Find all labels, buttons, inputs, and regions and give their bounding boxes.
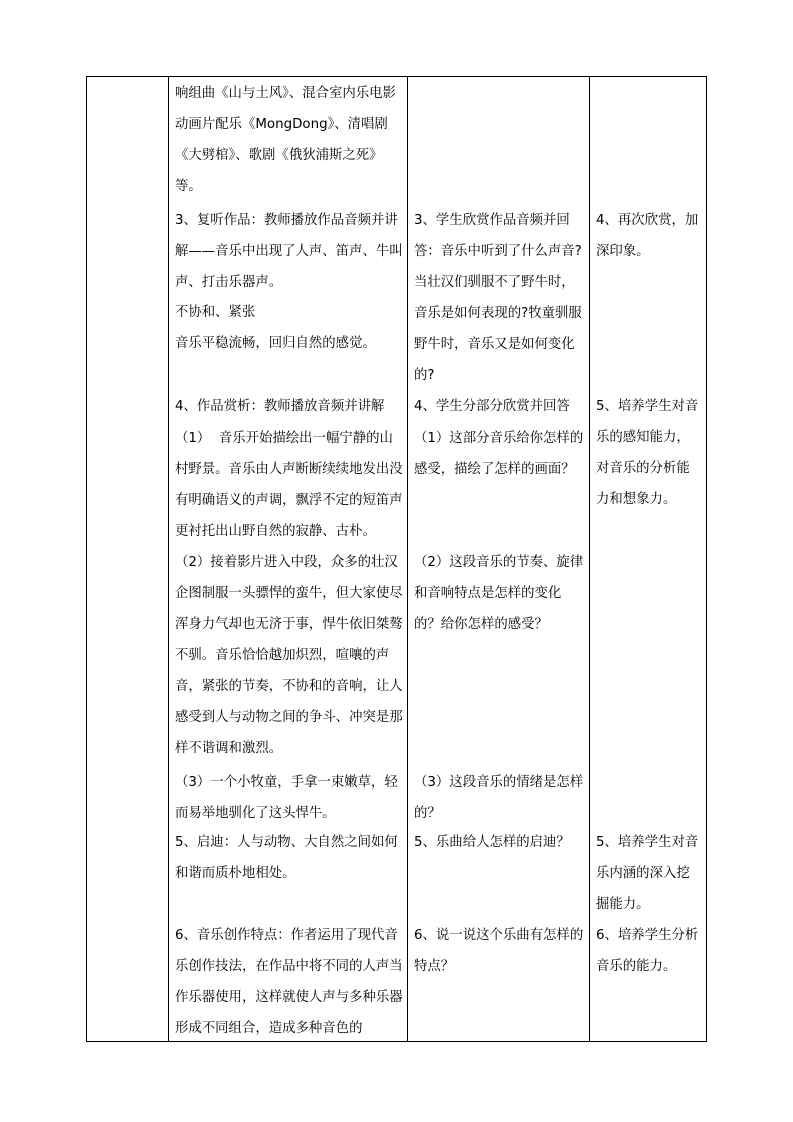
text-block: 5、培养学生对音乐的感知能力，对音乐的分析能力和想象力。: [596, 399, 699, 507]
text-block: 6、说一说这个乐曲有怎样的特点？: [414, 928, 584, 974]
text-block: （1） 音乐开始描绘出一幅宁静的山村野景。音乐由人声断断续续地发出没有明确语义的声调，飘浮不定的短笛声更衬托出山野自然的寂静、古朴。: [175, 431, 403, 539]
column-teacher-activity: [169, 77, 407, 1041]
text-block: （2）这段音乐的节奏、旋律和音响特点是怎样的变化的？给你怎样的感受？: [414, 555, 584, 632]
text-block: （2）接着影片进入中段，众多的壮汉企图制服一头骠悍的蛮牛，但大家使尽浑身力气却也无济于事，悍牛依旧桀骜不驯。音乐恰恰越加炽烈，喧嚷的声音，紧张的节奏，不协和的音响，让人感受到人与动物之间的争斗、冲突是那样不谐调和激烈。: [175, 555, 403, 756]
text-block: 音乐平稳流畅，回归自然的感觉。: [175, 336, 376, 351]
text-block: （1）这部分音乐给你怎样的感受，描绘了怎样的画面？: [414, 431, 584, 477]
text-block: 不协和、紧张: [175, 305, 256, 320]
text-block: 5、培养学生对音乐内涵的深入挖掘能力。: [596, 835, 699, 912]
column-design-intent: [590, 77, 706, 1041]
text-block: 响组曲《山与土风》、混合室内乐电影动画片配乐《MongDong》、清唱剧《大劈棺》、歌剧《俄狄浦斯之死》等。: [175, 86, 396, 194]
lesson-plan-table: [86, 76, 707, 1042]
text-block: （3）这段音乐的情绪是怎样的？: [414, 775, 584, 821]
text-block: 5、启迪：人与动物、大自然之间如何和谐而质朴地相处。: [175, 835, 398, 881]
column-left: [87, 77, 168, 1041]
text-block: 4、学生分部分欣赏并回答: [414, 399, 570, 414]
text-block: 6、音乐创作特点：作者运用了现代音乐创作技法，在作品中将不同的人声当作乐器使用，这样就使人声与多种乐器形成不同组合，造成多种音色的: [175, 928, 403, 1036]
text-block: 3、学生欣赏作品音频并回答：音乐中听到了什么声音?当壮汉们驯服不了野牛时，音乐是如何表现的?牧童驯服野牛时，音乐又是如何变化的?: [414, 213, 582, 383]
text-block: （3）一个小牧童，手拿一束嫩草，轻而易举地驯化了这头悍牛。: [175, 775, 398, 821]
text-block: 3、复听作品：教师播放作品音频并讲解——音乐中出现了人声、笛声、牛叫声、打击乐器声。: [175, 213, 403, 290]
column-student-activity: [408, 77, 589, 1041]
text-block: 4、作品赏析：教师播放音频并讲解: [175, 399, 385, 414]
text-block: 5、乐曲给人怎样的启迪？: [414, 835, 570, 850]
text-block: 4、再次欣赏，加深印象。: [596, 213, 699, 259]
text-block: 6、培养学生分析音乐的能力。: [596, 928, 699, 974]
